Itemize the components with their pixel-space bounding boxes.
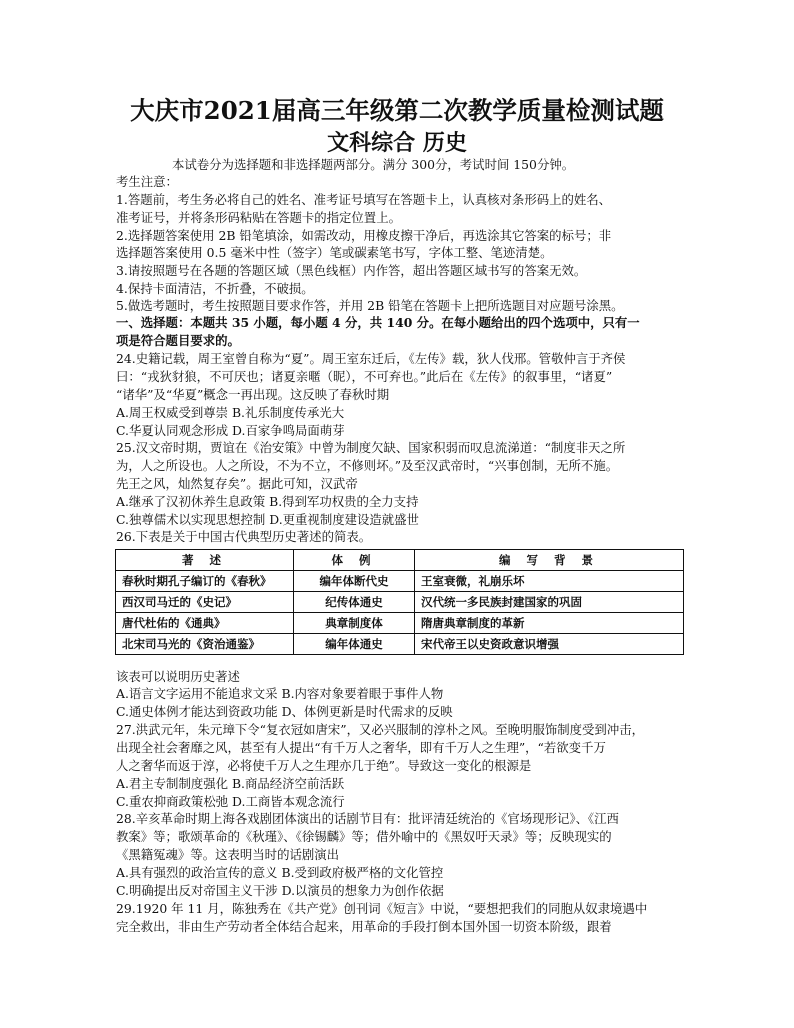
question-27: 出现全社会奢靡之风，甚至有人提出“有千万人之奢华，即有千万人之生理”，“若欲变千万 — [116, 740, 606, 755]
table-cell: 编年体断代史 — [294, 571, 415, 592]
section-heading: 项是符合题目要求的。 — [116, 333, 240, 348]
table-cell: 王室衰微，礼崩乐坏 — [415, 571, 684, 592]
notice-line: 2.选择题答案使用 2B 铅笔填涂，如需改动，用橡皮擦干净后，再选涂其它答案的标号；非 — [116, 228, 612, 243]
question-26: 该表可以说明历史著述 — [116, 669, 240, 684]
question-24: 24.史籍记载，周王室曾自称为“夏”。周王室东迁后，《左传》载，狄人伐邢。管敬仲言于齐侯 — [116, 351, 626, 366]
notice-line: 选择题答案使用 0.5 毫米中性（签字）笔或碳素笔书写，字体工整、笔迹清楚。 — [116, 245, 553, 260]
question-28: 教案》等；歌颂革命的《秋瑾》、《徐锡麟》等；借外喻中的《黑奴吁天录》等；反映现实的 — [116, 829, 612, 844]
notice-line: 1.答题前，考生务必将自己的姓名、准考证号填写在答题卡上，认真核对条形码上的姓名、 — [116, 192, 612, 207]
question-25: 为，人之所设也。人之所设，不为不立，不修则坏。”及至汉武帝时，“兴事创制，无所不施。 — [116, 458, 619, 473]
table-header: 编 写 背 景 — [415, 550, 684, 571]
notice-heading: 考生注意： — [116, 174, 178, 189]
section-heading: 一、选择题：本题共 35 小题，每小题 4 分，共 140 分。在每小题给出的四个选项中，只有一 — [116, 315, 640, 330]
question-25: 先王之风，灿然复存矣”。据此可知，汉武帝 — [116, 476, 358, 491]
table-row — [116, 613, 684, 634]
page-subtitle: 文科综合 历史 — [327, 130, 467, 156]
option-line: A.继承了汉初休养生息政策 B.得到军功权贵的全力支持 — [116, 494, 419, 509]
notice-line: 3.请按照题号在各题的答题区域（黑色线框）内作答，超出答题区域书写的答案无效。 — [116, 263, 587, 278]
table-row — [116, 634, 684, 655]
option-line: C.通史体例才能达到资政功能 D、体例更新是时代需求的反映 — [116, 704, 453, 719]
table-row — [116, 571, 684, 592]
option-line: C.独尊儒术以实现思想控制 D.更重视制度建设造就盛世 — [116, 512, 419, 527]
notice-line: 5.做选考题时，考生按照题目要求作答，并用 2B 铅笔在答题卡上把所选题目对应题号涂黑。 — [116, 298, 624, 313]
option-line: C.明确提出反对帝国主义干涉 D.以演员的想象力为创作依据 — [116, 883, 444, 898]
table-cell: 唐代杜佑的《通典》 — [116, 613, 294, 634]
table-cell: 北宋司马光的《资治通鉴》 — [116, 634, 294, 655]
question-29: 完全救出，非由生产劳动者全体结合起来，用革命的手段打倒本国外国一切资本阶级，跟着 — [116, 919, 612, 934]
table-cell: 汉代统一多民族封建国家的巩固 — [415, 592, 684, 613]
question-27: 人之奢华而返于淳，必将使千万人之生理亦几于绝”。导致这一变化的根源是 — [116, 758, 532, 773]
table-cell: 宋代帝王以史资政意识增强 — [415, 634, 684, 655]
question-24: “诸华”及“华夏”概念一再出现。这反映了春秋时期 — [116, 387, 390, 402]
table-cell: 纪传体通史 — [294, 592, 415, 613]
page-title: 大庆市2021届高三年级第二次教学质量检测试题 — [130, 96, 664, 125]
question-28: 《黑籍冤魂》等。这表明当时的话剧演出 — [116, 847, 340, 862]
option-line: A.周王权威受到尊崇 B.礼乐制度传承光大 — [116, 405, 345, 420]
table-cell: 编年体通史 — [294, 634, 415, 655]
table-cell: 隋唐典章制度的革新 — [415, 613, 684, 634]
question-27: 27.洪武元年，朱元璋下令“复衣冠如唐宋”，又必兴服制的淳朴之风。至晚明服饰制度受到冲击， — [116, 722, 644, 737]
question-26: 26.下表是关于中国古代典型历史著述的简表。 — [116, 529, 372, 544]
table-cell: 典章制度体 — [294, 613, 415, 634]
option-line: A.语言文字运用不能追求文采 B.内容对象要着眼于事件人物 — [116, 686, 444, 701]
question-25: 25.汉文帝时期，贾谊在《治安策》中曾为制度欠缺、国家积弱而叹息流涕道：“制度非天之所 — [116, 440, 626, 455]
table-row — [116, 592, 684, 613]
option-line: A.具有强烈的政治宣传的意义 B.受到政府极严格的文化管控 — [116, 865, 444, 880]
notice-line: 准考证号，并将条形码粘贴在答题卡的指定位置上。 — [116, 210, 401, 225]
exam-intro: 本试卷分为选择题和非选择题两部分。满分 300分，考试时间 150分钟。 — [172, 157, 575, 172]
notice-line: 4.保持卡面清洁，不折叠，不破损。 — [116, 281, 314, 296]
table-header: 著 述 — [116, 550, 294, 571]
question-28: 28.辛亥革命时期上海各戏剧团体演出的话剧节目有：批评清廷统治的《官场现形记》、《江西 — [116, 811, 619, 826]
table-header-row — [116, 550, 684, 571]
table-cell: 春秋时期孔子编订的《春秋》 — [116, 571, 294, 592]
question-29: 29.1920 年 11 月，陈独秀在《共产党》创刊词《短言》中说，“要想把我们的同胞从奴隶境遇中 — [116, 901, 648, 916]
table-header: 体 例 — [294, 550, 415, 571]
option-line: C.重农抑商政策松弛 D.工商皆本观念流行 — [116, 794, 345, 809]
option-line: C.华夏认同观念形成 D.百家争鸣局面萌芽 — [116, 423, 345, 438]
history-table — [115, 549, 684, 655]
question-24: 曰：“戎狄豺狼，不可厌也；诸夏亲暱（昵），不可弃也。”此后在《左传》的叙事里，“诸夏” — [116, 369, 613, 384]
option-line: A.君主专制制度强化 B.商品经济空前活跃 — [116, 776, 345, 791]
table-cell: 西汉司马迁的《史记》 — [116, 592, 294, 613]
